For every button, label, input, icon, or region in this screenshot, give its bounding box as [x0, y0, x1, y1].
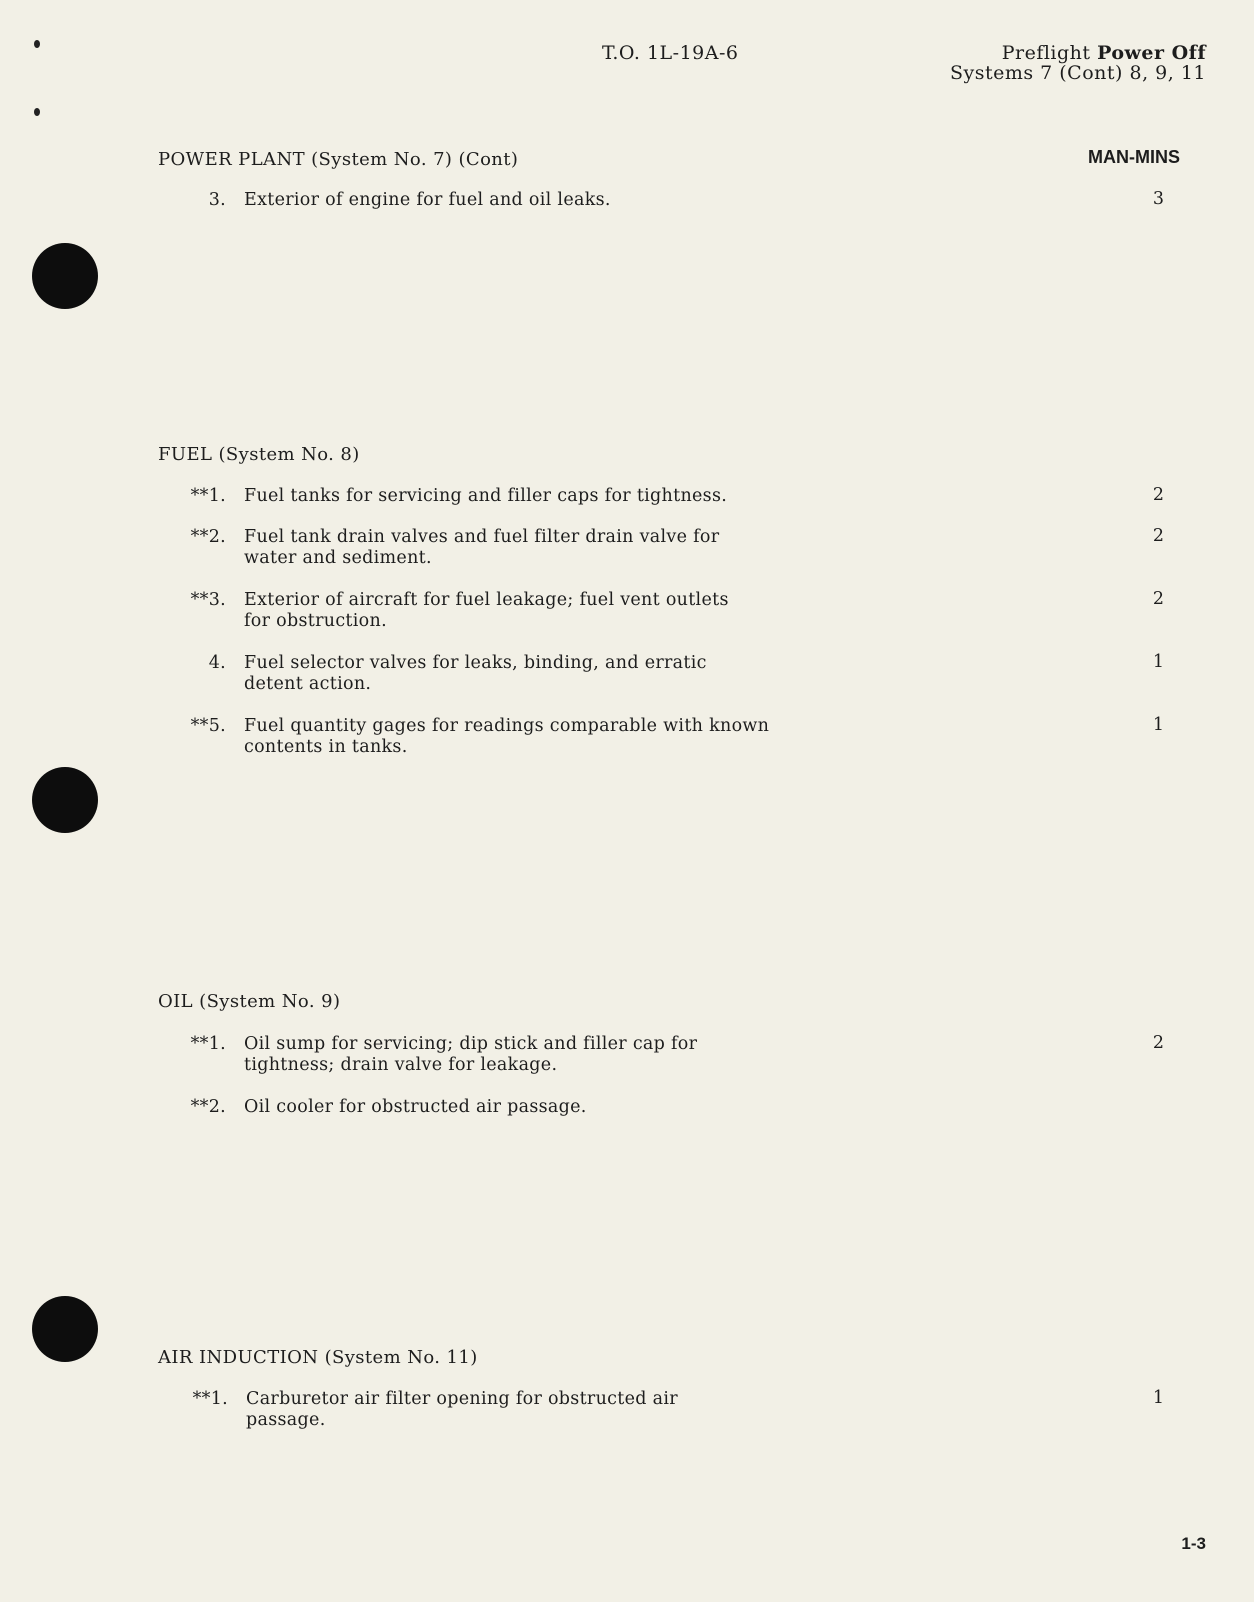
to-number: T.O. 1L-19A-6: [602, 42, 739, 64]
item-number: **3.: [190, 590, 226, 610]
item-text: Fuel tanks for servicing and filler caps for tightness.: [244, 486, 728, 506]
man-mins-header: MAN-MINS: [1088, 147, 1180, 167]
list-item: [156, 653, 856, 697]
item-number: **1.: [192, 1389, 228, 1409]
binder-hole: [32, 1296, 98, 1362]
item-mins: 1: [1152, 1388, 1164, 1408]
item-mins: 2: [1152, 485, 1164, 505]
section-title: FUEL (System No. 8): [158, 444, 360, 465]
binder-speck: [34, 40, 40, 48]
item-mins: 3: [1152, 189, 1164, 209]
page-number: 1-3: [1181, 1534, 1206, 1553]
item-mins: 2: [1152, 1033, 1164, 1053]
item-text: Fuel selector valves for leaks, binding, and erratic detent action.: [244, 653, 707, 694]
list-item: [156, 1034, 856, 1078]
item-text: Oil cooler for obstructed air passage.: [244, 1097, 587, 1117]
item-mins: 1: [1152, 715, 1164, 735]
item-number: **2.: [190, 1097, 226, 1117]
item-text: Exterior of engine for fuel and oil leaks.: [244, 190, 611, 210]
item-text: Fuel tank drain valves and fuel filter drain valve for water and sediment.: [244, 527, 720, 568]
item-number: **1.: [190, 486, 226, 506]
item-mins: 1: [1152, 652, 1164, 672]
section-title: AIR INDUCTION (System No. 11): [158, 1347, 478, 1368]
item-number: 3.: [208, 190, 226, 210]
page-title: [1002, 42, 1206, 64]
item-mins: 2: [1152, 589, 1164, 609]
item-text: Fuel quantity gages for readings comparable with known contents in tanks.: [244, 716, 770, 757]
list-item: [156, 590, 856, 634]
title-bold: Power Off: [1097, 42, 1206, 64]
item-text: Exterior of aircraft for fuel leakage; fuel vent outlets for obstruction.: [244, 590, 729, 631]
binder-speck: [34, 108, 40, 116]
list-item: [156, 1097, 856, 1121]
item-number: 4.: [208, 653, 226, 673]
list-item: [156, 527, 856, 571]
item-number: **5.: [190, 716, 226, 736]
item-mins: 2: [1152, 526, 1164, 546]
list-item: [158, 1389, 858, 1433]
list-item: [156, 486, 856, 510]
section-title: POWER PLANT (System No. 7) (Cont): [158, 149, 519, 170]
item-text: Oil sump for servicing; dip stick and filler cap for tightness; drain valve for leakage.: [244, 1034, 698, 1075]
title-prefix: Preflight: [1001, 42, 1098, 64]
list-item: [156, 190, 856, 214]
binder-hole: [32, 767, 98, 833]
systems-line: Systems 7 (Cont) 8, 9, 11: [949, 62, 1206, 84]
section-title: OIL (System No. 9): [158, 991, 341, 1012]
item-number: **1.: [190, 1034, 226, 1054]
list-item: [156, 716, 856, 760]
binder-hole: [32, 243, 98, 309]
item-number: **2.: [190, 527, 226, 547]
item-text: Carburetor air filter opening for obstructed air passage.: [246, 1389, 678, 1430]
